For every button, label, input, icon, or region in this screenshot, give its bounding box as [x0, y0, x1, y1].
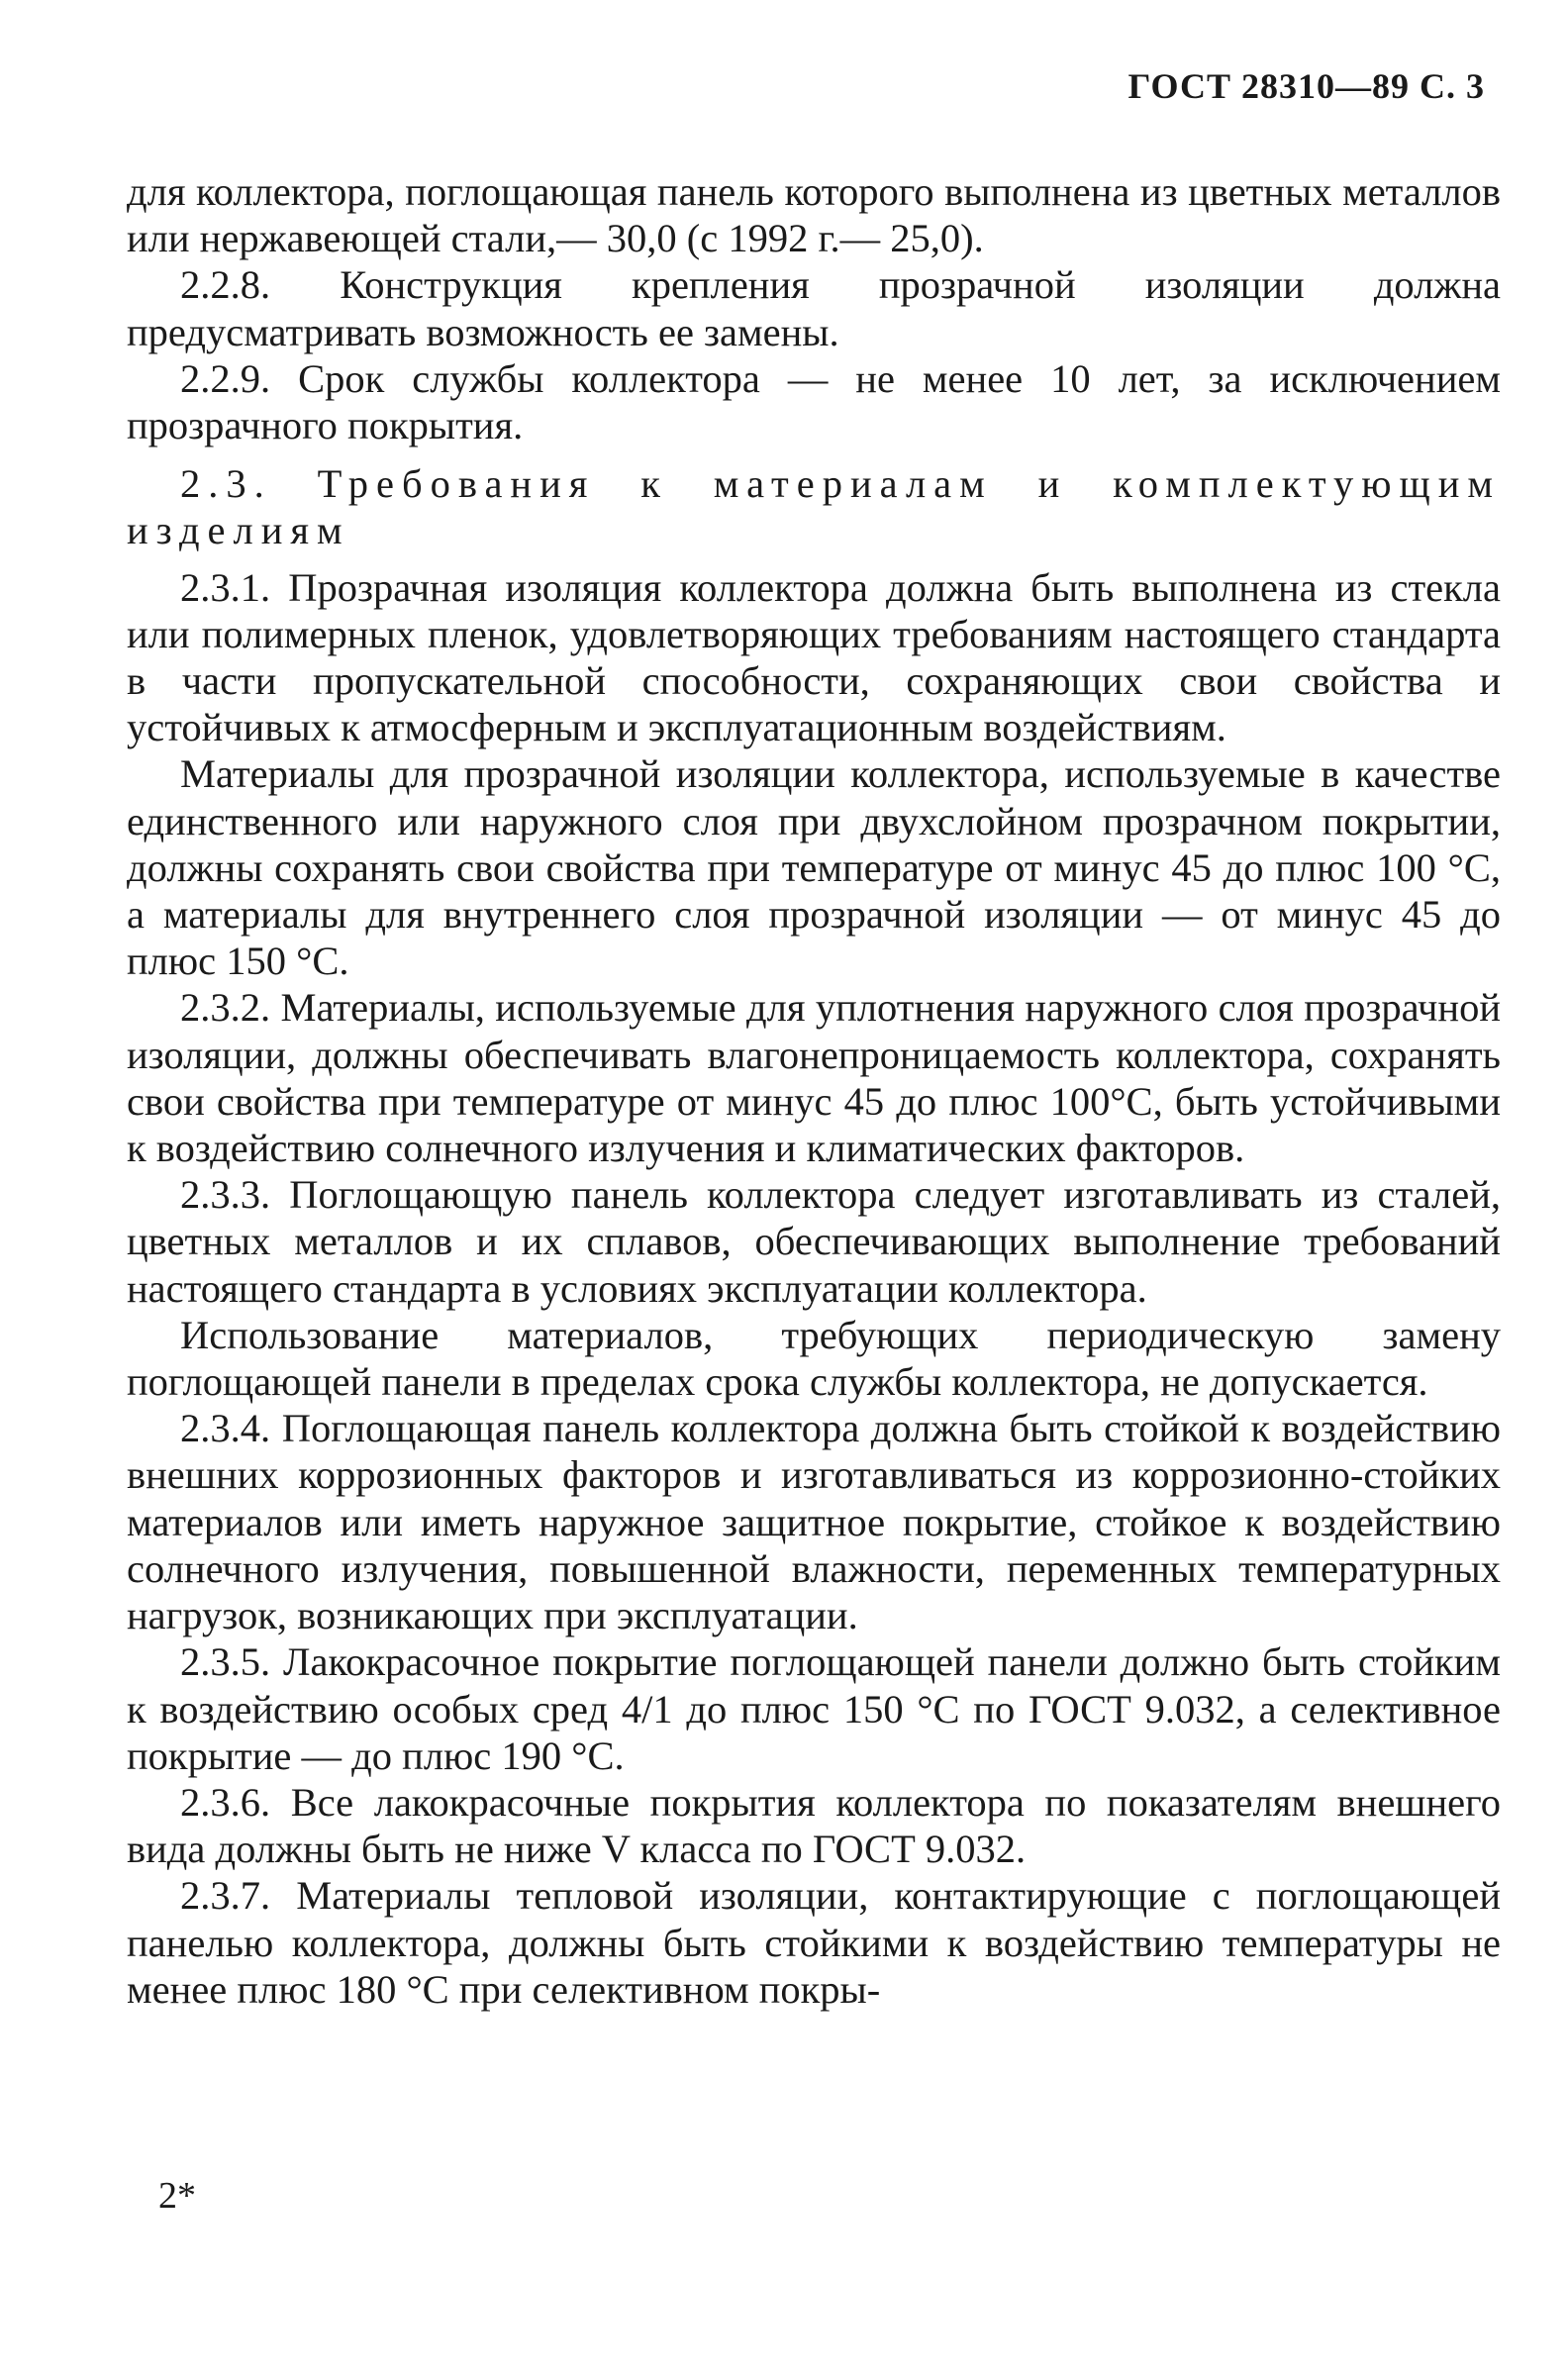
page-signature: 2* [158, 2175, 196, 2217]
paragraph-2-3-5: 2.3.5. Лакокрасочное покрытие поглощающей панели должно быть стойким к воздействию особых сред 4/1 до плюс 150 °С по ГОСТ 9.032, а селективное покрытие — до плюс 190 °С. [127, 1639, 1501, 1778]
paragraph-2-2-8: 2.2.8. Конструкция крепления прозрачной изоляции должна предусматривать возможность ее замены. [127, 262, 1501, 354]
paragraph-2-3-2: 2.3.2. Материалы, используемые для уплотнения наружного слоя прозрачной изоляции, должны обеспечивать влагонепроницаемость коллектора, сохранять свои свойства при температуре от минус 45 до плюс 100°С, быть устойчивыми к воздействию солнечного излучения и климатических факторов. [127, 985, 1501, 1171]
paragraph-2-3-7: 2.3.7. Материалы тепловой изоляции, контактирующие с поглощающей панелью коллектора, должны быть стойкими к воздействию температуры не менее плюс 180 °С при селективном покры- [127, 1873, 1501, 2012]
paragraph-2-3-6: 2.3.6. Все лакокрасочные покрытия коллектора по показателям внешнего вида должны быть не ниже V класса по ГОСТ 9.032. [127, 1779, 1501, 1872]
paragraph-2-3-4: 2.3.4. Поглощающая панель коллектора должна быть стойкой к воздействию внешних коррозионных факторов и изготавливаться из коррозионно-стойких материалов или иметь наружное защитное покрытие, стойкое к воздействию солнечного излучения, повышенной влажности, переменных температурных нагрузок, возникающих при эксплуатации. [127, 1406, 1501, 1638]
paragraph-2-3-3: 2.3.3. Поглощающую панель коллектора следует изготавливать из сталей, цветных металлов и их сплавов, обеспечивающих выполнение требований настоящего стандарта в условиях эксплуатации коллектора. [127, 1172, 1501, 1311]
section-heading-2-3: 2.3. Требования к материалам и комплектующим изделиям [127, 461, 1501, 553]
paragraph-continuation: для коллектора, поглощающая панель которого выполнена из цветных металлов или нержавеющей стали,— 30,0 (с 1992 г.— 25,0). [127, 169, 1501, 261]
paragraph-2-3-1: 2.3.1. Прозрачная изоляция коллектора должна быть выполнена из стекла или полимерных пленок, удовлетворяющих требованиям настоящего стандарта в части пропускательной способности, сохраняющих свои свойства и устойчивых к атмосферным и эксплуатационным воздействиям. [127, 564, 1501, 750]
paragraph-2-3-3-usage: Использование материалов, требующих периодическую замену поглощающей панели в пределах срока службы коллектора, не допускается. [127, 1312, 1501, 1405]
page-header: ГОСТ 28310—89 С. 3 [1127, 66, 1485, 106]
paragraph-2-2-9: 2.2.9. Срок службы коллектора — не менее 10 лет, за исключением прозрачного покрытия. [127, 355, 1501, 448]
paragraph-2-3-1-materials: Материалы для прозрачной изоляции коллектора, используемые в качестве единственного или наружного слоя при двухслойном прозрачном покрытии, должны сохранять свои свойства при температуре от минус 45 до плюс 100 °С, а материалы для внутреннего слоя прозрачной изоляции — от минус 45 до плюс 150 °С. [127, 751, 1501, 984]
document-body [127, 168, 1501, 2013]
